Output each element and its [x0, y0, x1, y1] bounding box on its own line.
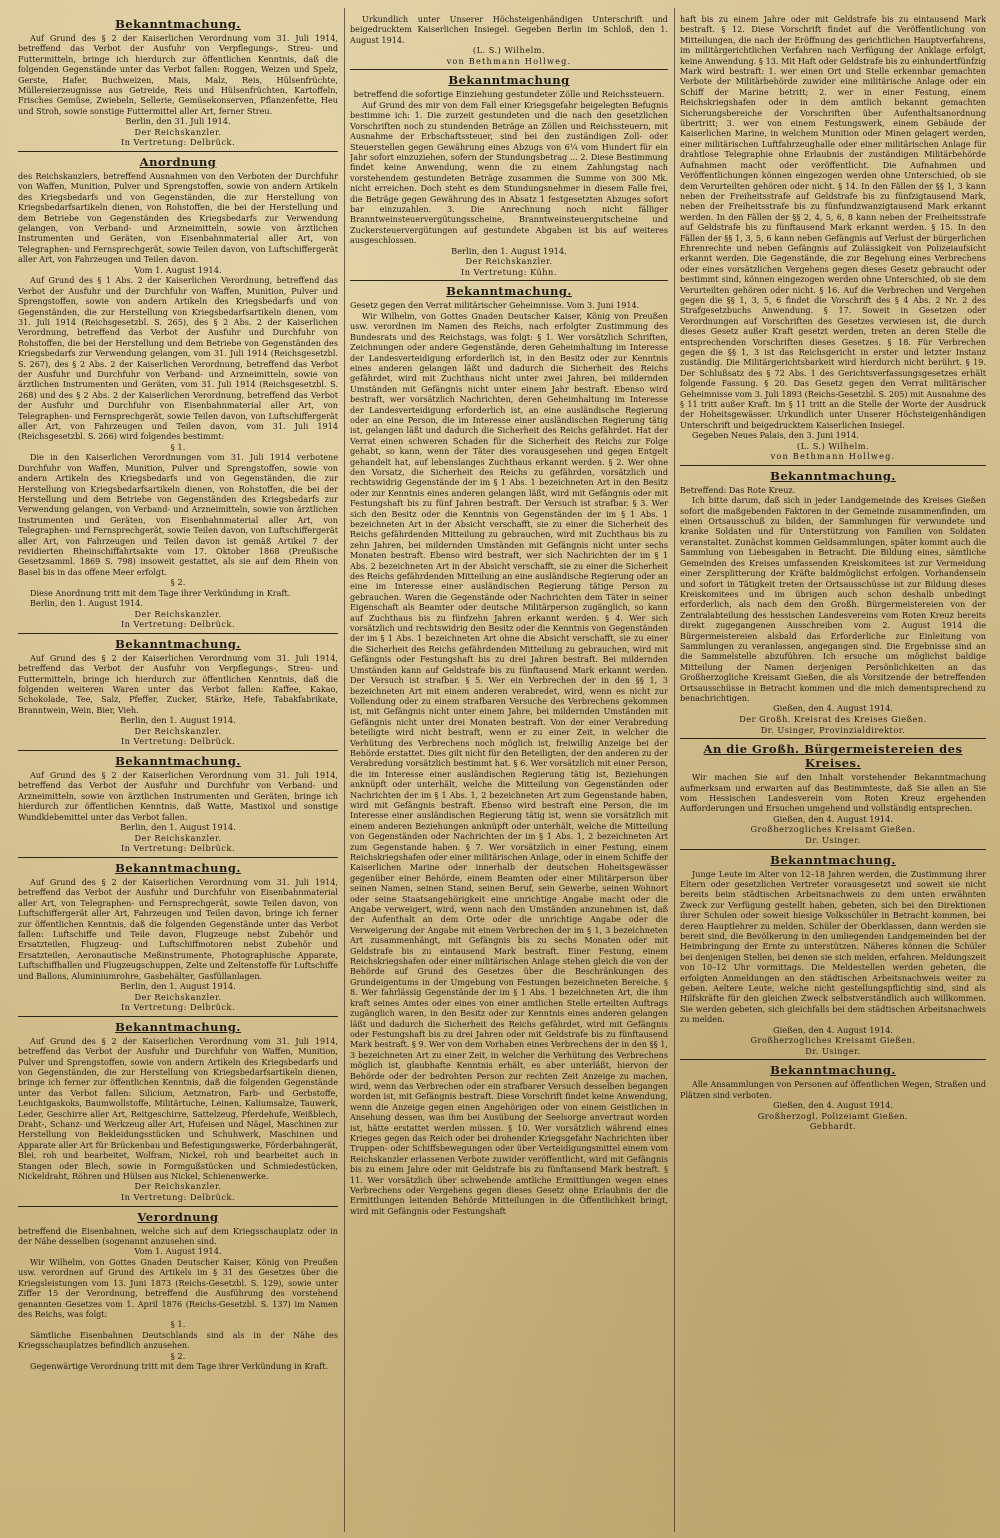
divider	[680, 1059, 986, 1060]
notice-block	[18, 1020, 338, 1203]
notice-body: Die in den Kaiserlichen Verordnungen vom 31. Juli 1914 verbotene Durchfuhr von Waffen, Munition, Pulver und Sprengstoffen, sowie von andern Artikeln des Kriegsbedarfs und von Gegenständen, die zur Herstellung von Kriegsbedarfsartikeln dienen, von Rohstoffen, die bei der Herstellung und dem Betriebe von Gegenständen des Kriegsbedarfs zur Verwendung gelangen, von Verband- und Arzneimitteln, sowie von ärztlichen Instrumenten und Geräten, von Eisenbahnmaterial aller Art, von Telegraphen- und Fernsprechgerät, sowie Teilen davon, von Luftschiffergerät aller Art, von Fahrzeugen und Teilen davon ist gemäß Artikel 7 der revidierten Rheinschiffahrtsakte vom 17. Oktober 1868 (Preußische Gesetzsamml. 1869 S. 798) insoweit gestattet, als sie auf dem Rhein von Basel bis in das offene Meer erfolgt.	[18, 452, 338, 577]
notice-body: Ich bitte darum, daß sich in jeder Landgemeinde des Kreises Gießen sofort die maßgebenden Faktoren in der Gemeinde zusammenfinden, um einen Ortsausschuß zu bilden, der Sammlungen für verwundete und kranke Soldaten und für Unterstützung von Familien von Soldaten veranstaltet. Zunächst kommen Geldsammlungen, später kommt auch die Sammlung von Liebesgaben in Betracht. Die Bildung eines, sämtliche Gemeinden des Kreises umfassenden Kreiskomitees ist zur Vermeidung einer Zersplitterung der Kräfte baldmöglichst erfolgen. Vorhandensein und sofort in Tätigkeit treten der Ortsausschüsse ist zur Bildung dieses Kreiskomitees und im übrigen auch schon deshalb unbedingt erforderlich, als nach dem den Großh. Bürgermeistereien von der Zentralabteilung des hessischen Landesvereins vom Roten Kreuz bereits direkt zugegangenen Ausschreiben vom 2. August 1914 die Bürgermeistereien alsbald das Erforderliche zur Einleitung von Sammlungen zu veranlassen, angegangen sind. Die Ergebnisse sind an die Sammelstelle abzuführen. Ich ersuche um möglichst baldige Mitteilung der Namen derjenigen Persönlichkeiten an das Großherzogliche Kreisamt Gießen, die als Vorsitzende der betreffenden Ortsausschüsse in Betracht kommen und die mich dementsprechend zu benachrichtigen.	[680, 495, 986, 703]
notice-signature: Großherzogliches Kreisamt Gießen.	[750, 824, 916, 835]
notice-date: Berlin, den 1. August 1914.	[451, 245, 567, 256]
notice-date: Vom 1. August 1914.	[134, 264, 222, 275]
notice-block	[18, 754, 338, 854]
notice-subtitle: betreffend die Eisenbahnen, welche sich auf dem Kriegsschauplatz oder in der Nähe desselben (sogenannt anzusehen sind.	[18, 1225, 338, 1246]
notice-title: An die Großh. Bürgermeistereien des Kreises.	[703, 742, 963, 771]
divider	[350, 69, 668, 70]
notice-signature: (L. S.) Wilhelm.	[796, 440, 870, 451]
notice-title: Bekanntmachung.	[115, 754, 241, 769]
notice-title: Bekanntmachung.	[770, 852, 896, 867]
column-left	[18, 14, 338, 1528]
notice-title: Bekanntmachung.	[446, 284, 572, 299]
notice-body: Alle Ansammlungen von Personen auf öffentlichen Wegen, Straßen und Plätzen sind verboten.	[680, 1079, 986, 1100]
notice-signature: In Vertretung: Kühn.	[461, 266, 557, 277]
notice-date: Berlin, den 1. August 1914.	[30, 598, 143, 609]
notice-subtitle: Betreffend: Das Rote Kreuz.	[680, 484, 796, 495]
notice-signature: von Bethmann Hollweg.	[446, 55, 572, 66]
divider	[350, 280, 668, 281]
notice-block	[680, 742, 986, 845]
notice-block	[18, 155, 338, 630]
notice-signature: Der Reichskanzler.	[465, 256, 553, 267]
section-number: § 2.	[170, 577, 186, 588]
notice-date: Gießen, den 4. August 1914.	[773, 703, 893, 714]
divider	[18, 857, 338, 858]
notice-signature: In Vertretung: Delbrück.	[120, 619, 236, 630]
notice-title: Bekanntmachung.	[770, 468, 896, 483]
column-middle	[350, 14, 668, 1528]
notice-block	[680, 853, 986, 1057]
notice-title: Anordnung	[139, 155, 217, 170]
notice-signature: Dr. Usinger.	[805, 1045, 861, 1056]
notice-block	[350, 73, 668, 277]
notice-signature: Der Reichskanzler.	[134, 608, 222, 619]
column-rule	[674, 8, 675, 1532]
divider	[18, 1206, 338, 1207]
notice-date: Gegeben Neues Palais, den 3. Juni 1914.	[692, 430, 859, 441]
divider	[18, 750, 338, 751]
notice-body: haft bis zu einem Jahre oder mit Geldstrafe bis zu eintausend Mark bestraft. § 12. Diese Vorschrift findet auf die Veröffentlichung von Mitteilungen, die nach der Eröffnung des gerichtlichen Hauptverfahrens, im militärgerichtlichen Verfahren nach Verfügung der Anklage erfolgt, keine Anwendung. § 13. Mit Haft oder Geldstrafe bis zu einhundertfünfzig Mark wird bestraft: 1. wer einen Ort und Stelle erkennbar gemachten Verbote der Militärbehörde zuwider eine militärische Anlage oder ein Schiff der Marine betritt; 2. wer in einer Festung, einem Reichskriegshafen oder in dem amtlich bekannt gemachten Sicherungsbereiche der Vorschriften über Aufenthaltsanordnung übertritt; 3. wer von einem Festungswerk, einem Gebäude der Kaiserlichen Marine, in welchem Munition oder Minen gelagert werden, einer militärischen Luftfahrzeughalle oder einer militärischen Anlage für drahtlose Telegraphie ohne Erlaubnis der zuständigen Militärbehörde Aufnahmen macht oder veröffentlicht. Die Aufnahmen und Veröffentlichungen können eingezogen werden ohne Unterschied, ob sie dem Verurteilten gehören oder nicht. § 14. In den Fällen der §§ 1, 3 kann neben der Freiheitsstrafe auf Geldstrafe bis zu fünfzigtausend Mark, neben der Freiheitsstrafe bis zu fünfundzwanzigtausend Mark erkannt werden. In den Fällen der §§ 2, 4, 5, 6, 8 kann neben der Freiheitsstrafe auf Geldstrafe bis zu fünftausend Mark erkannt werden. § 15. In den Fällen der §§ 1, 3, 5, 6 kann neben Gefängnis auf Verlust der bürgerlichen Ehrenrechte und neben Gefängnis auf Zulässigkeit von Polizeiaufsicht erkannt werden. Die Gegenstände, die zur Begehung eines Verbrechens oder eines vorsätzlichen Vergehens gegen dieses Gesetz gebraucht oder bestimmt sind, können eingezogen werden ohne Unterschied, ob sie dem Verurteilten gehören oder nicht. § 16. Auf die Verbrechen und Vergehen gegen die §§ 1, 3, 5, 6 findet die Vorschrift des § 4 Abs. 2 Nr. 2 des Strafgesetzbuchs Anwendung. § 17. Soweit in Gesetzen oder Verordnungen auf Vorschriften des Gesetzes verwiesen ist, die durch dieses Gesetz außer Kraft gesetzt werden, treten an deren Stelle die entsprechenden Vorschriften dieses Gesetzes. § 18. Für Verbrechen gegen die §§ 1, 3 ist das Reichsgericht in erster und letzter Instanz zuständig. Die Militärgerichtsbarkeit wird hierdurch nicht berührt. § 19. Der Schlußsatz des § 72 Abs. 1 des Gerichtsverfassungsgesetzes erhält folgende Fassung. § 20. Das Gesetz gegen den Verrat militärischer Geheimnisse vom 3. Juli 1893 (Reichs-Gesetzbl. S. 205) mit Ausnahme des § 11 tritt außer Kraft. Im § 11 tritt an die Stelle der Worte der Ausdruck der Hoheitsgewässer. Urkundlich unter Unserer Höchsteigenhändigen Unterschrift und beigedrucktem Kaiserlichen Insiegel.	[680, 14, 986, 430]
notice-body: Diese Anordnung tritt mit dem Tage ihrer Verkündung in Kraft.	[30, 587, 291, 598]
divider	[18, 1016, 338, 1017]
notice-block	[18, 1210, 338, 1372]
notice-body: Auf Grund des § 2 der Kaiserlichen Verordnung vom 31. Juli 1914, betreffend das Verbot der Ausfuhr und Durchfuhr von Waffen, Munition, Pulver und Sprengstoffen, sowie von andern Artikeln des Kriegsbedarfs und von Gegenständen, die zur Herstellung von Kriegsbedarfsartikeln dienen, bringe ich ferner zur öffentlichen Kenntnis, daß die folgenden Gegenstände unter das Verbot fallen: Silicium, Aetznatron, Farb- und Gerbstoffe, Leuchtgaskoks, Baumwollstoffe, Militärtuche, Leinen, Kaliumsalze, Tauwerk, Leder, Geschirre aller Art, Reitgeschirre, Sattelzeug, Pferdehufe, Weißblech, Draht-, Schanz- und Werkzeug aller Art, Hufeisen und Nägel, Maschinen zur Herstellung von Bekleidungsstücken und Schuhwerk, Maschinen und Apparate aller Art für Brückenbau und Befestigungswerke, Förderbahngerät, Blei, roh und bearbeitet, Wolfram, Nickel, roh und bearbeitet auch in Stangen oder Blech, sowie in Formgußstücken und Schmiedestücken, Nickeldraht, Röhren und Hülsen aus Nickel, Schienenwerke.	[18, 1035, 338, 1181]
section-number: § 1.	[170, 1319, 186, 1330]
notice-block	[350, 284, 668, 1216]
notice-block	[680, 14, 986, 462]
notice-body: Auf Grund des § 1 Abs. 2 der Kaiserlichen Verordnung, betreffend das Verbot der Ausfuhr und der Durchfuhr von Waffen, Munition, Pulver und Sprengstoffen, sowie von andern Artikeln des Kriegsbedarfs und von Gegenständen, die zur Herstellung von Kriegsbedarfsartikeln dienen, vom 31. Juli 1914 (Reichsgesetzbl. S. 265), des § 2 Abs. 2 der Kaiserlichen Verordnung, betreffend das Verbot der Ausfuhr und Durchfuhr von Rohstoffen, die bei der Herstellung und dem Betriebe von Gegenständen des Kriegsbedarfs zur Verwendung gelangen, vom 31. Juli 1914 (Reichsgesetzbl. S. 267), des § 2 Abs. 2 der Kaiserlichen Verordnung, betreffend das Verbot der Ausfuhr und Durchfuhr von Verband- und Arzneimitteln, sowie von ärztlichen Instrumenten und Geräten, vom 31. Juli 1914 (Reichsgesetzbl. S. 268) und des § 2 Abs. 2 der Kaiserlichen Verordnung, betreffend das Verbot der Ausfuhr und Durchfuhr von Eisenbahnmaterial aller Art, von Telegraphen- und Fernsprechgerät, sowie Teilen davon, von Luftschiffergerät aller Art, von Fahrzeugen und Teilen davon, vom 31. Juli 1914 (Reichsgesetzbl. S. 266) wird folgendes bestimmt:	[18, 275, 338, 442]
notice-signature: Großherzogl. Polizeiamt Gießen.	[757, 1110, 909, 1121]
notice-block	[680, 469, 986, 735]
divider	[18, 633, 338, 634]
notice-body: Junge Leute im Alter von 12–18 Jahren werden, die Zustimmung ihrer Eltern oder gesetzlichen Vertreter vorausgesetzt und soweit sie nicht bereits beim städtischen Arbeitsnachweis zu dem unten erwähnten Zweck zur Verfügung gestellt haben, gebeten, sich bei den Direktionen ihrer Schulen oder soweit hiesige Volksschüler in Betracht kommen, bei deren Hauptlehrer zu melden. Schüler der Oberklassen, dann werden sie bereit sind, die Bevölkerung in den umliegenden Landgemeinden bei der Heimbringung der Ernte zu unterstützen. Näheres können die Schüler bei denjenigen Stellen, bei denen sie sich melden, erfahren. Meldungszeit von 10–12 Uhr vormittags. Die Meldestellen werden gebeten, die erfolgten Anmeldungen an den städtischen Arbeitsnachweis weiter zu geben. Aeltere Leute, welche nicht gestellungspflichtig sind, sind als Hilfskräfte für den gleichen Zweck selbstverständlich auch willkommen. Sie werden gebeten, sich gleichfalls bei dem städtischen Arbeitsnachweis zu melden.	[680, 868, 986, 1025]
section-number: § 1.	[170, 441, 186, 452]
notice-body: Wir Wilhelm, von Gottes Gnaden Deutscher Kaiser, König von Preußen usw. verordnen im Namen des Reichs, nach erfolgter Zustimmung des Bundesrats und des Reichstags, was folgt: § 1. Wer vorsätzlich Schriften, Zeichnungen oder andere Gegenstände, deren Geheimhaltung im Interesse der Landesverteidigung erforderlich ist, in den Besitz oder zur Kenntnis eines anderen gelangen läßt und dadurch die Sicherheit des Reichs gefährdet, wird mit Zuchthaus nicht unter zwei Jahren, bei mildernden Umständen mit Gefängnis nicht unter einem Jahr bestraft. Ebenso wird bestraft, wer vorsätzlich Nachrichten, deren Geheimhaltung im Interesse der Landesverteidigung erforderlich ist, an eine ausländische Regierung oder an eine Person, die im Interesse einer ausländischen Regierung tätig ist, gelangen läßt und dadurch die Sicherheit des Reichs gefährdet. Hat der Verrat einen schweren Schaden für die Sicherheit des Reichs zur Folge gehabt, so kann, wenn der Täter dies vorausgesehen und gegen Entgelt gehandelt hat, auf lebenslanges Zuchthaus erkannt werden. § 2. Wer ohne den Vorsatz, die Sicherheit des Reichs zu gefährden, vorsätzlich und rechtswidrig Gegenstände der im § 1 Abs. 1 bezeichneten Art in den Besitz oder zur Kenntnis eines anderen gelangen läßt, wird mit Gefängnis oder mit Festungshaft bis zu fünf Jahren bestraft. Der Versuch ist strafbar. § 3. Wer sich den Besitz oder die Kenntnis von Gegenständen der im § 1 Abs. 1 bezeichneten Art in der Absicht verschafft, sie zu einer die Sicherheit des Reichs gefährdenden Mitteilung zu gebrauchen, wird mit Zuchthaus bis zu zehn Jahren, bei mildernden Umständen mit Gefängnis nicht unter sechs Monaten bestraft. Ebenso wird bestraft, wer sich Nachrichten der im § 1 Abs. 2 bezeichneten Art in der Absicht verschafft, sie zu einer die Sicherheit des Reichs gefährdenden Mitteilung an eine ausländische Regierung oder an eine im Interesse einer ausländischen Regierung tätige Person zu gebrauchen. Waren die Gegenstände oder Nachrichten dem Täter in seiner Eigenschaft als Beamter oder deutsche Militärperson zugänglich, so kann auf Zuchthaus bis zu fünfzehn Jahren erkannt werden. § 4. Wer sich vorsätzlich und rechtswidrig den Besitz oder die Kenntnis von Gegenständen der im § 1 Abs. 1 bezeichneten Art ohne die Absicht verschafft, sie zu einer die Sicherheit des Reichs gefährdenden Mitteilung zu gebrauchen, wird mit Gefängnis oder Festungshaft bis zu drei Jahren bestraft. Bei mildernden Umständen kann auf Geldstrafe bis zu fünftausend Mark erkannt werden. Der Versuch ist strafbar. § 5. Wer ein Verbrechen der in den §§ 1, 3 bezeichneten Art mit einem anderen verabredet, wird, wenn es nicht zur Vollendung oder zu einem strafbaren Versuche des Verbrechens gekommen ist, mit Gefängnis nicht unter einem Jahre, bei mildernden Umständen mit Gefängnis nicht unter drei Monaten bestraft. Von der einer Verabredung beteiligte wird nicht bestraft, wenn er zu einer Zeit, in welcher die Verhütung des Verbrechens noch möglich ist, freiwillig Anzeige bei der Behörde erstattet. Dies gilt nicht für den Beteiligten, der den anderen zu der Verabredung vorsätzlich bestimmt hat. § 6. Wer vorsätzlich mit einer Person, die im Interesse einer ausländischen Regierung tätig ist, Beziehungen anknüpft oder unterhält, welche die Mitteilung von Gegenständen oder Nachrichten der im § 1 Abs. 1, 2 bezeichneten Art zum Gegenstande haben, wird mit Gefängnis bestraft. Ebenso wird bestraft eine Person, die im Interesse einer ausländischen Regierung tätig ist, wenn sie vorsätzlich mit einem anderen Beziehungen anknüpft oder unterhält, welche die Mitteilung von Gegenständen oder Nachrichten der im § 1 Abs. 1, 2 bezeichneten Art zum Gegenstande haben. § 7. Wer vorsätzlich in einer Festung, einem Reichskriegshafen oder einer militärischen Anlage, oder in einem Schiffe der Kaiserlichen Marine oder innerhalb der deutschen Hoheitsgewässer gegenüber einer Behörde, einem Beamten oder einer Militärperson über seinen Namen, seinen Stand, seinen Beruf, sein Gewerbe, seinen Wohnort oder seine Staatsangehörigkeit eine unrichtige Angabe macht oder die Angabe verweigert, wird, wenn nach den Umständen anzunehmen ist, daß der Aufenthalt an dem Orte oder die unrichtige Angabe oder die Verweigerung der Angabe mit einem Verbrechen der im § 1, 3 bezeichneten Art zusammenhängt, mit Gefängnis bis zu sechs Monaten oder mit Geldstrafe bis zu eintausend Mark bestraft. Einer Festung, einem Reichskriegshafen oder einer militärischen Anlage stehen gleich die von der Behörde auf Grund des Gesetzes über die Beschränkungen des Grundeigentums in der Umgebung von Festungen bezeichneten Bereiche. § 8. Wer fahrlässig Gegenstände der im § 1 Abs. 1 bezeichneten Art, die ihm kraft seines Amtes oder eines von einer amtlichen Stelle erteilten Auftrags zugänglich waren, in den Besitz oder zur Kenntnis eines anderen gelangen läßt und dadurch die Sicherheit des Reichs gefährdet, wird mit Gefängnis oder Festungshaft bis zu drei Jahren oder mit Geldstrafe bis zu fünftausend Mark bestraft. § 9. Wer von dem Vorhaben eines Verbrechens der in den §§ 1, 3 bezeichneten Art zu einer Zeit, in welcher die Verhütung des Verbrechens möglich ist, glaubhafte Kenntnis erhält, es aber unterläßt, hiervon der Behörde oder der bedrohten Person zur rechten Zeit Anzeige zu machen, wird, wenn das Verbrechen oder ein strafbarer Versuch desselben begangen worden ist, mit Gefängnis bestraft. Diese Vorschrift findet keine Anwendung, wenn die Anzeige gegen einen Angehörigen oder von einem Geistlichen in Ansehung dessen, was ihm bei Ausübung der Seelsorge anvertraut worden ist, hätte erstattet werden müssen. § 10. Wer vorsätzlich während eines Krieges gegen das Reich oder bei drohender Kriegsgefahr Nachrichten über Truppen- oder Schiffsbewegungen oder über Verteidigungsmittel einem vom Reichskanzler erlassenen Verbote zuwider veröffentlicht, wird mit Gefängnis bis zu einem Jahre oder mit Geldstrafe bis zu fünftausend Mark bestraft. § 11. Wer vorsätzlich über schwebende amtliche Ermittlungen wegen eines Verbrechens oder Vergehens gegen dieses Gesetz ohne Erlaubnis der die Ermittlungen leitenden Behörde Mitteilungen in die Öffentlichkeit bringt, wird mit Gefängnis oder Festungshaft	[350, 310, 668, 1216]
notice-body: Wir machen Sie auf den Inhalt vorstehender Bekanntmachung aufmerksam und erwarten auf das Bestimmteste, daß Sie allen an Sie vom Hessischen Landesverein vom Roten Kreuz ergehenden Aufforderungen und Ersuchen umgehend und vollständig entsprechen.	[680, 772, 986, 814]
notice-date: Berlin, den 1. August 1914.	[120, 822, 236, 833]
notice-block	[18, 861, 338, 1013]
notice-signature: von Bethmann Hollweg.	[770, 451, 896, 462]
notice-signature: In Vertretung: Delbrück.	[120, 843, 236, 854]
notice-signature: Gebhardt.	[809, 1121, 857, 1132]
divider	[18, 151, 338, 152]
notice-body: Gegenwärtige Verordnung tritt mit dem Tage ihrer Verkündung in Kraft.	[30, 1361, 329, 1372]
notice-subtitle: betreffend die sofortige Einziehung gestundeter Zölle und Reichssteuern.	[353, 89, 665, 100]
column-right	[680, 14, 986, 1528]
notice-signature: Der Reichskanzler.	[134, 1181, 222, 1192]
notice-title: Bekanntmachung.	[115, 636, 241, 651]
notice-date: Gießen, den 4. August 1914.	[773, 1024, 893, 1035]
divider	[680, 738, 986, 739]
notice-signature: In Vertretung: Delbrück.	[120, 1192, 236, 1202]
notice-date: Gießen, den 4. August 1914.	[773, 1100, 893, 1111]
notice-signature: Der Großh. Kreisrat des Kreises Gießen.	[739, 713, 927, 724]
notice-body: Sämtliche Eisenbahnen Deutschlands sind als in der Nähe des Kriegsschauplatzes befindlich anzusehen.	[18, 1330, 338, 1351]
notice-signature: Der Reichskanzler.	[134, 991, 222, 1002]
section-number: § 2.	[170, 1350, 186, 1361]
notice-signature: Dr. Usinger, Provinzialdirektor.	[760, 724, 906, 735]
divider	[680, 465, 986, 466]
notice-date: Gießen, den 4. August 1914.	[773, 813, 893, 824]
notice-body: Urkundlich unter Unserer Höchsteigenhändigen Unterschrift und beigedrucktem Kaiserlichen Insiegel. Gegeben Berlin im Schloß, den 1. August 1914.	[350, 14, 668, 45]
notice-subtitle: Gesetz gegen den Verrat militärischer Geheimnisse. Vom 3. Juni 1914.	[350, 300, 640, 311]
notice-body: des Reichskanzlers, betreffend Ausnahmen von den Verboten der Durchfuhr von Waffen, Munition, Pulver und Sprengstoffen, sowie von andern Artikeln des Kriegsbedarfs und von Gegenständen, die zur Herstellung von Kriegsbedarfsartikeln dienen, von Rohstoffen, die bei der Herstellung und dem Betriebe von Gegenständen des Kriegsbedarfs zur Verwendung gelangen, von Verband- und Arzneimitteln, sowie von ärztlichen Instrumenten und Geräten, von Eisenbahnmaterial aller Art, von Telegraphen- und Fernsprechgerät, sowie Teilen davon, von Luftschiffergerät aller Art, von Fahrzeugen und Teilen davon.	[18, 171, 338, 265]
notice-title: Bekanntmachung.	[115, 1019, 241, 1034]
notice-body: Auf Grund des § 2 der Kaiserlichen Verordnung vom 31. Juli 1914, betreffend das Verbot der Ausfuhr von Verpflegungs-, Streu- und Futtermitteln, bringe ich hierdurch zur öffentlichen Kenntnis, daß die folgenden weiteren Waren unter das Verbot fallen: Kaffee, Kakao, Schokolade, Tee, Salz, Pfeffer, Zucker, Stärke, Hefe, Tabakfabrikate, Branntwein, Wein, Bier, Vieh.	[18, 652, 338, 715]
notice-title: Verordnung	[137, 1209, 219, 1224]
notice-block	[350, 14, 668, 66]
notice-body: Auf Grund des § 2 der Kaiserlichen Verordnung vom 31. Juli 1914, betreffend das Verbot der Ausfuhr und Durchfuhr von Verband- und Arzneimitteln, sowie von ärztlichen Instrumenten und Geräten, bringe ich hierdurch zur öffentlichen Kenntnis, daß Watte, Mastixol und sonstige Wundklebemittel unter das Verbot fallen.	[18, 770, 338, 822]
notice-body: Auf Grund des § 2 der Kaiserlichen Verordnung vom 31. Juli 1914, betreffend das Verbot der Ausfuhr von Verpflegungs-, Streu- und Futtermitteln, bringe ich hierdurch zur öffentlichen Kenntnis, daß die folgenden Gegenstände unter das Verbot fallen: Roggen, Weizen und Spelz, Gerste, Hafer, Buchweizen, Mais, Malz, Reis, Hülsenfrüchte, Müllereierzeugnisse aus Getreide, Reis und Hülsenfrüchten, Kartoffeln, Frisches Gemüse, Zwiebeln, Sellerie, Gemüsekonserven, Pflanzenfette, Heu und Stroh, sowie sonstige Futtermittel aller Art, ferner Streu.	[18, 33, 338, 116]
notice-date: Berlin, den 1. August 1914.	[120, 980, 236, 991]
notice-date: Berlin, den 31. Juli 1914.	[125, 116, 231, 127]
notice-signature: Der Reichskanzler.	[134, 725, 222, 736]
notice-body: Auf Grund des mir von dem Fall einer Kriegsgefahr beigelegten Befugnis bestimme ich: 1. Die zurzeit gestundeten und die nach den gesetzlichen Vorschriften noch zu stundenden Beträge an Zöllen und Reichssteuern, mit Ausnahme der Erbschaftssteuer, sind bei den zuständigen Zoll- oder Steuerstellen gegen Gewährung eines Abzugs von 6¼ vom Hundert für ein Jahr sofort einzuziehen, sofern der Stundungsbetrag ... 2. Diese Bestimmung findet keine Anwendung, wenn die zu einem Zahlungstag nach vorstehendem gestundeten Beträge zusammen die Summe von 300 Mk. nicht erreichen. Doch steht es dem Stundungsnehmer in diesem Falle frei, die Beträge gegen Gewährung des in Absatz 1 festgesetzten Abzuges sofort bar einzuzahlen. 3. Die Anrechnung noch nicht fälliger Branntweinsteuervergütungsscheine, Branntweinsteuergutscheine und Zuckersteuervergütungen auf gestundete Abgaben ist bis auf weiteres ausgeschlossen.	[350, 100, 668, 246]
notice-title: Bekanntmachung	[448, 73, 570, 88]
notice-block	[18, 637, 338, 747]
notice-date: Berlin, den 1. August 1914.	[120, 715, 236, 726]
notice-signature: In Vertretung: Delbrück.	[120, 1002, 236, 1013]
notice-signature: In Vertretung: Delbrück.	[120, 137, 236, 148]
notice-block	[18, 17, 338, 148]
notice-body: Auf Grund des § 2 der Kaiserlichen Verordnung vom 31. Juli 1914, betreffend das Verbot der Ausfuhr und Durchfuhr von Eisenbahnmaterial aller Art, von Telegraphen- und Fernsprechgerät, sowie Teilen davon, von Luftschiffergerät aller Art, Fahrzeugen und Teilen davon, bringe ich ferner zur öffentlichen Kenntnis, daß die folgenden Gegenstände unter das Verbot fallen: Luftschiffe und Teile davon, Flugzeuge nebst Zubehör und Ersatzteilen, Flugzeug- und Luftschiffmotoren nebst Zubehör und Ersatzteilen, Aeronautische Meßinstrumente, Photographische Apparate, Luftschiffhallen und Flugzeugschuppen, Zelte und Zeltenstoffe für Luftschiffe und Ballons, Aluminiumrohre, Gasbehälter, Gasfüllanlagen.	[18, 876, 338, 981]
column-rule	[344, 8, 345, 1532]
notice-signature: Der Reichskanzler.	[134, 126, 222, 137]
notice-block	[680, 1063, 986, 1132]
notice-signature: (L. S.) Wilhelm.	[472, 45, 546, 56]
notice-title: Bekanntmachung.	[115, 17, 241, 31]
notice-signature: In Vertretung: Delbrück.	[120, 736, 236, 747]
divider	[680, 849, 986, 850]
notice-date: Vom 1. August 1914.	[134, 1246, 222, 1257]
notice-body: Wir Wilhelm, von Gottes Gnaden Deutscher Kaiser, König von Preußen usw. verordnen auf Grund des Artikels im § 31 des Gesetzes über die Kriegsleistungen vom 13. Juni 1873 (Reichs-Gesetzbl. S. 129), sowie unter Ziffer 15 der Verordnung, betreffend die Ausführung des vorstehend genannten Gesetzes vom 1. April 1876 (Reichs-Gesetzbl. S. 137) im Namen des Reichs, was folgt:	[18, 1257, 338, 1320]
notice-signature: Dr. Usinger.	[805, 834, 861, 845]
notice-title: Bekanntmachung.	[770, 1063, 896, 1078]
notice-title: Bekanntmachung.	[115, 860, 241, 875]
notice-signature: Der Reichskanzler.	[134, 832, 222, 843]
notice-signature: Großherzogliches Kreisamt Gießen.	[750, 1035, 916, 1046]
